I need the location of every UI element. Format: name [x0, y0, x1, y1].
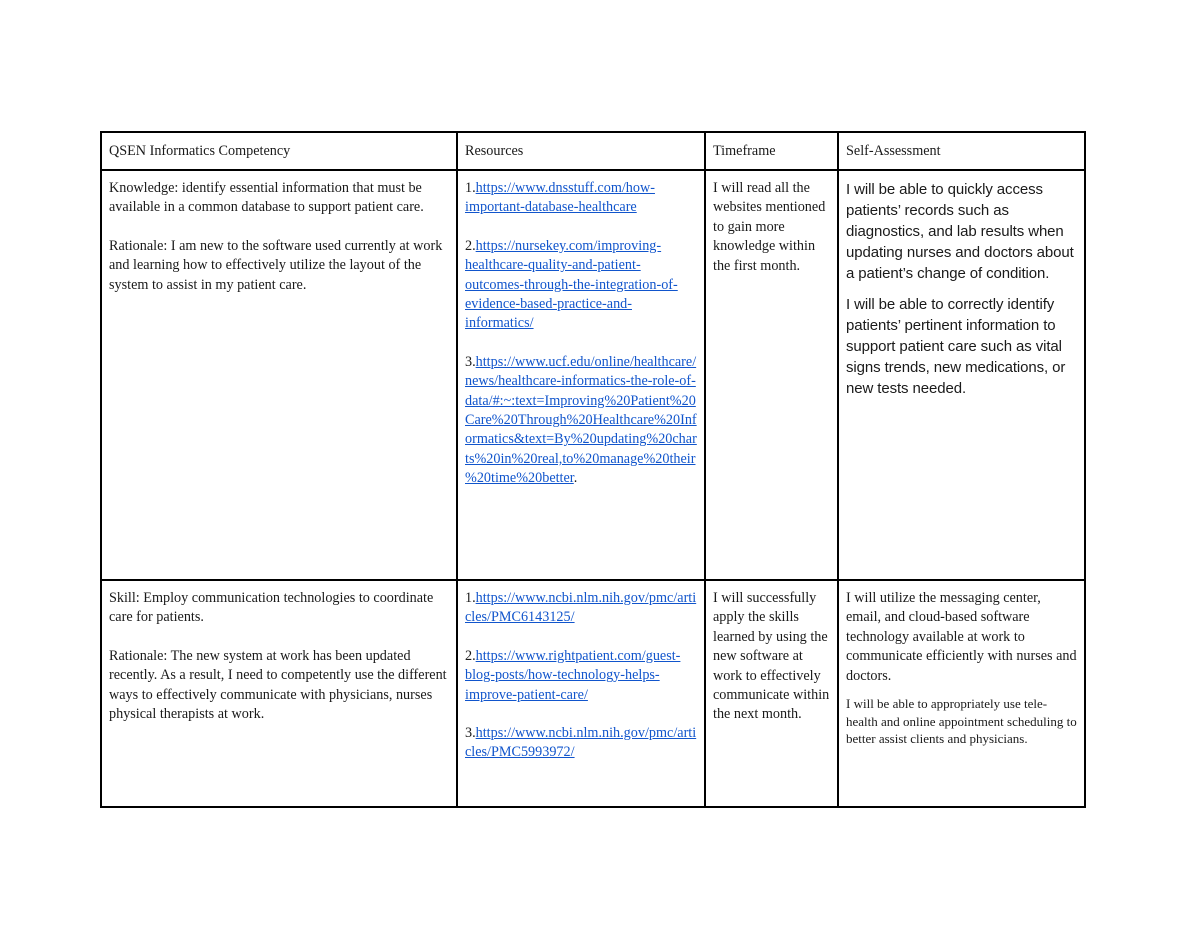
timeframe-text: I will read all the websites mentioned to gain more knowledge within the first month.	[713, 180, 826, 274]
header-competency: QSEN Informatics Competency	[101, 132, 457, 170]
rationale-text: Rationale: I am new to the software used currently at work and learning how to effectively utilize the layout of the system to assist in my patient care.	[109, 237, 443, 293]
resource-number: 2.	[465, 237, 476, 254]
self-assessment-text: I will be able to appropriately use tele-health and online appointment scheduling to better assist clients and physicians.	[846, 696, 1077, 747]
resource-number: 1.	[465, 590, 476, 606]
resource-item	[465, 179, 697, 218]
resource-item	[465, 647, 697, 705]
competency-cell	[101, 580, 457, 807]
resource-link[interactable]: https://www.ncbi.nlm.nih.gov/pmc/articles/PMC5993972/	[465, 725, 697, 761]
resource-link[interactable]: https://nursekey.com/improving-healthcare-quality-and-patient-outcomes-through-the-integration-of-evidence-based-practice-and-informatics/	[465, 237, 678, 332]
resource-number: 2.	[465, 647, 476, 664]
resource-item: 3.https://www.ucf.edu/online/healthcare/news/healthcare-informatics-the-role-of-data/#:~:text=Improving%20Patient%20Care%20Through%20Healthcare%20Informatics&text=By%20updating%20charts%20in%20real,to%20manage%20their%20time%20better.	[465, 353, 697, 487]
timeframe-cell	[705, 580, 838, 807]
resource-link[interactable]: https://www.ncbi.nlm.nih.gov/pmc/articles/PMC6143125/	[465, 590, 697, 626]
competency-cell	[101, 170, 457, 580]
resource-item	[465, 724, 697, 763]
resource-link[interactable]: https://www.ucf.edu/online/healthcare/news/healthcare-informatics-the-role-of-data/#:~:text=Improving%20Patient%20Care%20Through%20Healthcare%20Informatics&text=By%20updating%20charts%20in%20real,to%20manage%20their%20time%20better	[465, 353, 697, 487]
self-assessment-text: I will be able to quickly access patients’ records such as diagnostics, and lab results when updating nurses and doctors about a patient’s change of condition.	[846, 181, 1074, 282]
resources-cell	[457, 170, 705, 580]
table-row	[101, 170, 1085, 580]
resource-link[interactable]: https://www.rightpatient.com/guest-blog-posts/how-technology-helps-improve-patient-care/	[465, 647, 681, 703]
qsen-competency-table	[100, 131, 1086, 808]
resources-cell	[457, 580, 705, 807]
resource-link[interactable]: https://www.dnsstuff.com/how-important-database-healthcare	[465, 180, 655, 216]
resource-item	[465, 237, 697, 334]
self-assessment-text: I will utilize the messaging center, email, and cloud-based software technology available at work to communicate efficiently with nurses and doctors.	[846, 590, 1077, 684]
self-assessment-cell	[838, 580, 1085, 807]
rationale-text: Rationale: The new system at work has been updated recently. As a result, I need to competently use the different ways to effectively communicate with physicians, nurses physical therapists at work.	[109, 647, 447, 723]
header-self-assessment: Self-Assessment	[838, 132, 1085, 170]
header-resources: Resources	[457, 132, 705, 170]
timeframe-cell	[705, 170, 838, 580]
timeframe-text: I will successfully apply the skills learned by using the new software at work to effectively communicate within the next month.	[713, 590, 830, 723]
competency-text: Knowledge: identify essential information that must be available in a common database to support patient care.	[109, 180, 424, 216]
self-assessment-text: I will be able to correctly identify patients’ pertinent information to support patient care such as vital signs trends, new medications, or new tests needed.	[846, 296, 1066, 397]
table-row	[101, 580, 1085, 807]
resource-number: 3.	[465, 725, 476, 742]
table-header-row	[101, 132, 1085, 170]
header-timeframe: Timeframe	[705, 132, 838, 170]
competency-text: Skill: Employ communication technologies to coordinate care for patients.	[109, 590, 434, 626]
resource-item	[465, 589, 697, 628]
self-assessment-cell	[838, 170, 1085, 580]
resource-number: 3.	[465, 353, 476, 370]
resource-number: 1.	[465, 180, 476, 196]
